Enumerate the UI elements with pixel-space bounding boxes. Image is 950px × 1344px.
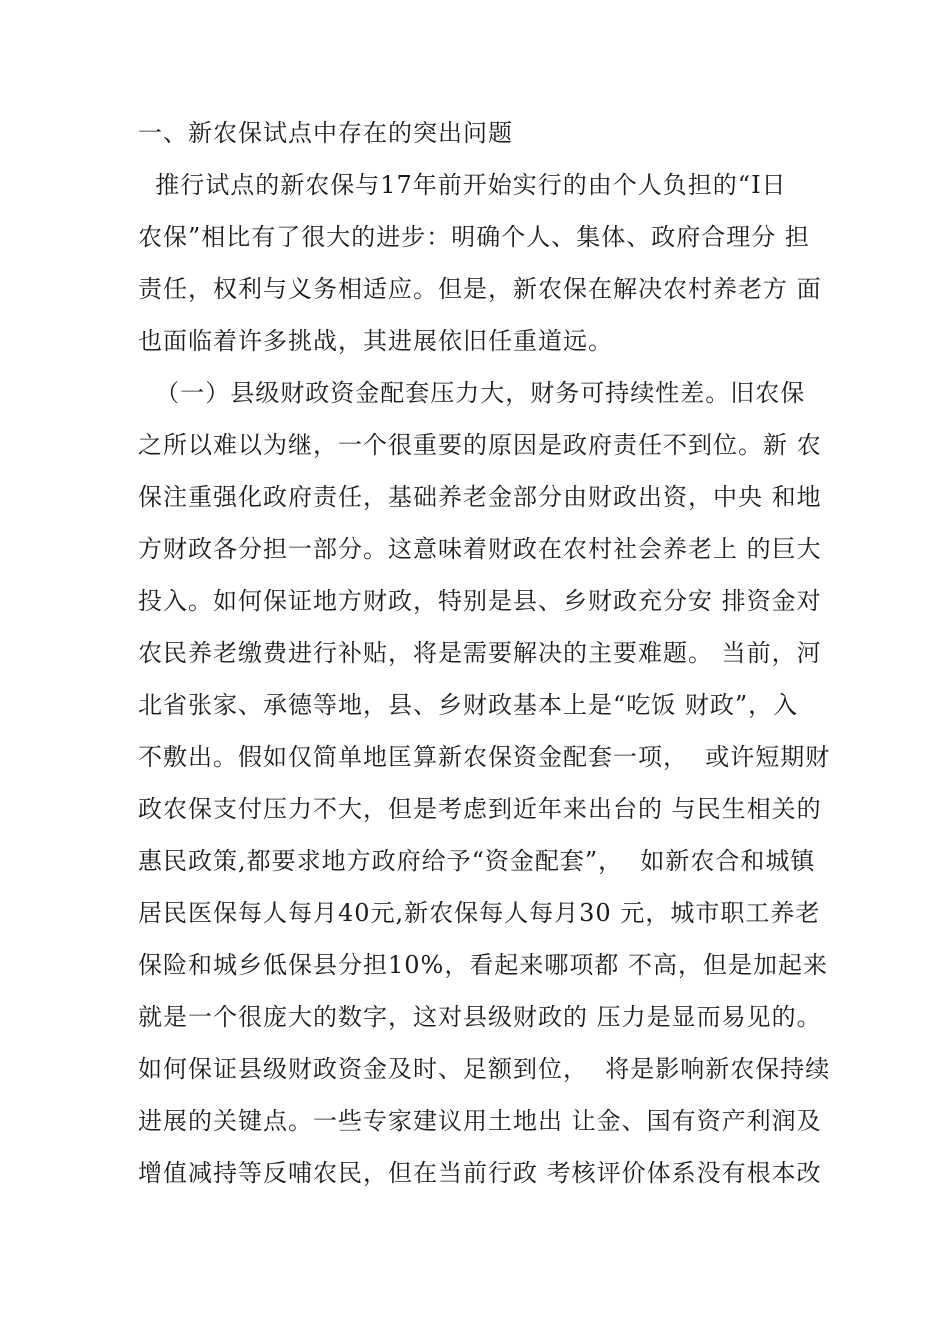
- text-line: 也面临着许多挑战，其进展依旧任重道远。: [138, 327, 613, 355]
- text-line: 责任，权利与义务相适应。但是，新农保在解决农村养老方 面: [138, 275, 822, 303]
- text-line: 推行试点的新农保与17年前开始实行的由个人负担的“I日: [138, 171, 787, 199]
- text-line: （一）县级财政资金配套压力大，财务可持续性差。旧农保: [138, 379, 806, 407]
- text-line: 政农保支付压力不大，但是考虑到近年来出台的 与民生相关的: [138, 795, 822, 823]
- text-line: 不敷出。假如仅简单地匡算新农保资金配套一项， 或许短期财: [138, 743, 831, 771]
- text-line: 进展的关键点。一些专家建议用土地出 让金、国有资产利润及: [138, 1107, 822, 1135]
- text-line: 农保”相比有了很大的进步：明确个人、集体、政府合理分 担: [138, 223, 810, 251]
- text-line: 增值减持等反哺农民，但在当前行政 考核评价体系没有根本改: [138, 1159, 822, 1187]
- text-line: 北省张家、承德等地，县、乡财政基本上是“吃饭 财政”，入: [138, 691, 799, 719]
- text-line: 居民医保每人每月40元,新农保每人每月30 元，城市职工养老: [138, 899, 821, 927]
- text-line: 保注重强化政府责任，基础养老金部分由财政出资，中央 和地: [138, 483, 822, 511]
- text-line: 惠民政策,都要求地方政府给予“资金配套”， 如新农合和城镇: [138, 847, 816, 875]
- text-line: 就是一个很庞大的数字，这对县级财政的 压力是显而易见的。: [138, 1003, 822, 1031]
- section-heading: 一、新农保试点中存在的突出问题: [138, 119, 513, 147]
- text-line: 农民养老缴费进行补贴，将是需要解决的主要难题。 当前，河: [138, 639, 822, 667]
- text-line: 方财政各分担一部分。这意味着财政在农村社会养老上 的巨大: [138, 535, 822, 563]
- text-line: 投入。如何保证地方财政，特别是县、乡财政充分安 排资金对: [138, 587, 822, 615]
- text-line: 如何保证县级财政资金及时、足额到位， 将是影响新农保持续: [138, 1055, 831, 1083]
- text-line: 保险和城乡低保县分担10%，看起来哪项都 不高，但是加起来: [138, 951, 828, 979]
- text-line: 之所以难以为继，一个很重要的原因是政府责任不到位。新 农: [138, 431, 822, 459]
